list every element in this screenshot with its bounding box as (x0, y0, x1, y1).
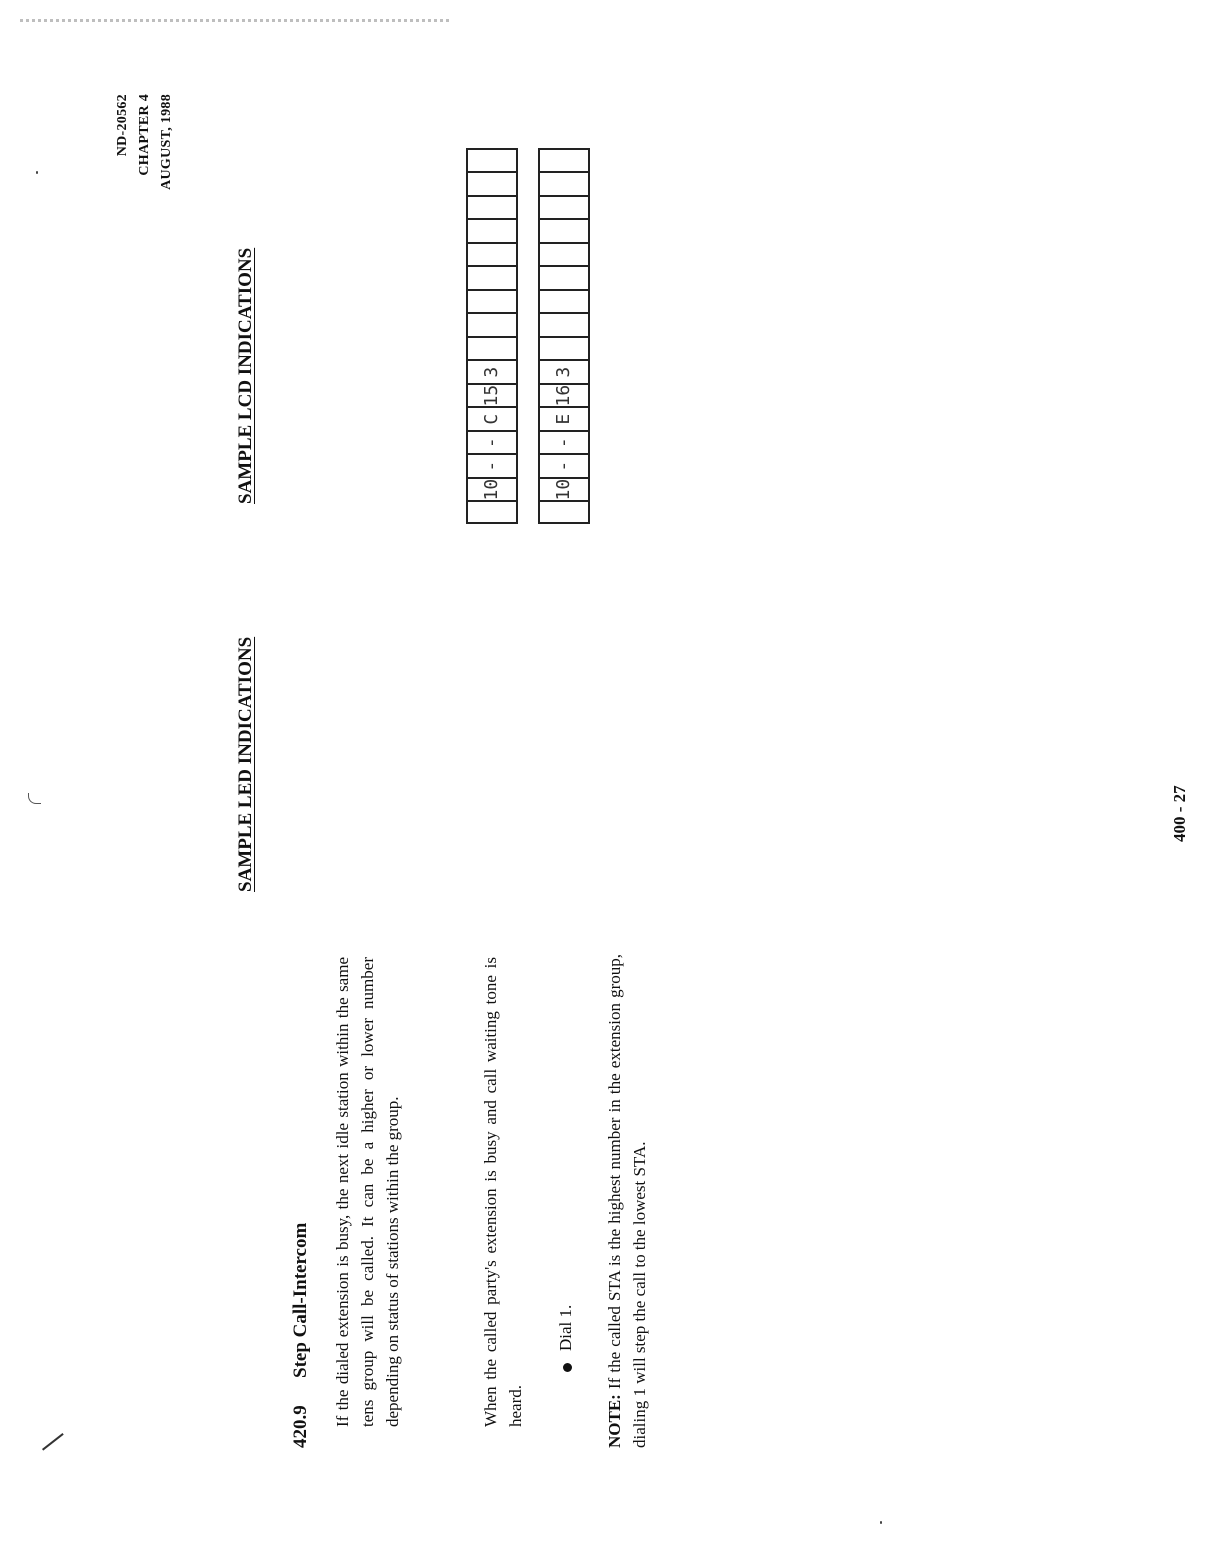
bullet-item (556, 1305, 576, 1372)
lcd-cell: E (540, 407, 588, 431)
lcd-cell (540, 219, 588, 243)
lcd-cell (468, 242, 516, 266)
lcd-cell: 10 (468, 477, 516, 501)
lcd-cell: - (540, 454, 588, 478)
lcd-cell (540, 172, 588, 196)
bullet-text: Dial 1. (556, 1304, 575, 1351)
lcd-cell: 3 (540, 360, 588, 384)
doc-date: AUGUST, 1988 (159, 94, 174, 190)
section-heading (290, 948, 312, 1448)
document-header (112, 94, 178, 234)
page-number: 400 - 27 (1170, 785, 1189, 842)
lcd-cell: - (468, 430, 516, 454)
lcd-cell (468, 266, 516, 290)
lcd-cell: 15 (468, 383, 516, 407)
lcd-cell (468, 313, 516, 337)
lcd-cell (468, 148, 516, 172)
paragraph: When the called party's extension is busy and call waiting tone is heard. (481, 957, 525, 1427)
lcd-cell (540, 148, 588, 172)
led-indications-heading: SAMPLE LED INDICATIONS (235, 636, 256, 892)
lcd-cell: - (468, 454, 516, 478)
lcd-cell (468, 289, 516, 313)
note-paragraph (602, 954, 652, 1448)
lcd-cell (540, 289, 588, 313)
scan-speck (36, 171, 38, 174)
lcd-cell: C (468, 407, 516, 431)
scan-artifact-curve (28, 793, 41, 804)
lcd-display-row (466, 148, 518, 524)
lcd-cell (540, 242, 588, 266)
section-number: 420.9 (290, 1405, 311, 1448)
lcd-cell: 3 (468, 360, 516, 384)
lcd-cell (468, 336, 516, 360)
lcd-cell (540, 501, 588, 525)
scan-artifact-line (20, 19, 450, 22)
scan-speck (880, 1521, 882, 1524)
lcd-cell (468, 501, 516, 525)
note-label: NOTE: (605, 1394, 624, 1448)
bullet-icon (563, 1363, 572, 1372)
lcd-cell (540, 266, 588, 290)
lcd-cell (468, 172, 516, 196)
lcd-display-row (538, 148, 590, 524)
lcd-cell: 16 (540, 383, 588, 407)
lcd-cell (468, 219, 516, 243)
lcd-indications-heading: SAMPLE LCD INDICATIONS (235, 247, 256, 504)
chapter-label: CHAPTER 4 (137, 94, 152, 176)
lcd-cell: - (540, 430, 588, 454)
lcd-cell (540, 336, 588, 360)
lcd-cell (540, 195, 588, 219)
doc-number: ND-20562 (115, 94, 130, 157)
lcd-cell: 10 (540, 477, 588, 501)
section-title: Step Call-Intercom (290, 1222, 311, 1378)
lcd-cell (540, 313, 588, 337)
scan-artifact-mark (42, 1433, 64, 1451)
note-text: If the called STA is the highest number in the extension group, dialing 1 will step the call to the lowest STA. (605, 954, 649, 1448)
lcd-cell (468, 195, 516, 219)
paragraph: If the dialed extension is busy, the next idle station within the same tens group will be called. It can be a higher or lower number depending on status of stations within the group. (333, 957, 402, 1427)
